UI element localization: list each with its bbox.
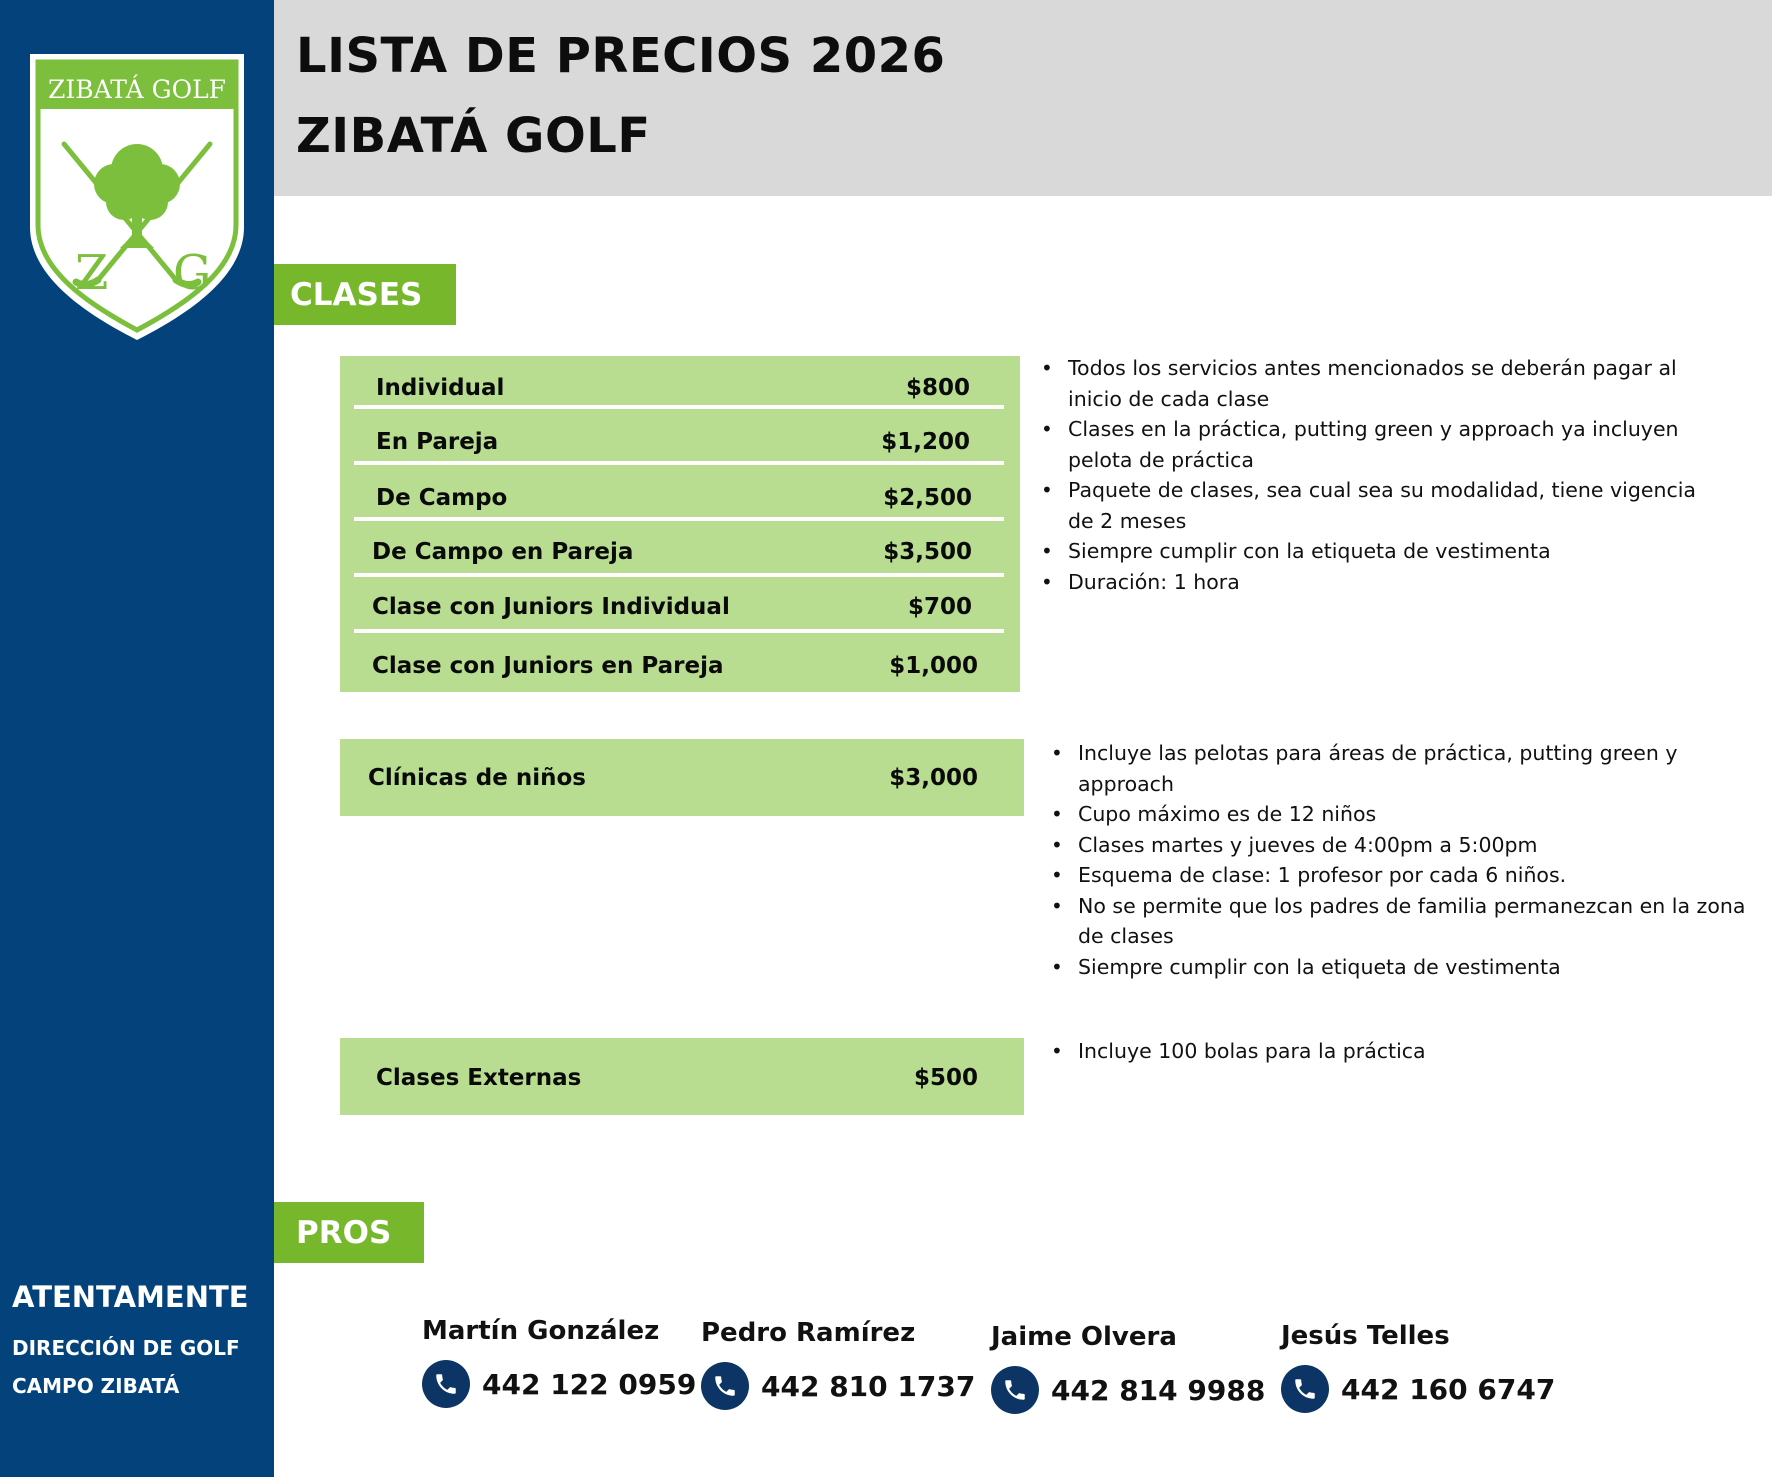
phone-icon [701, 1362, 749, 1410]
pro-phone-row[interactable] [991, 1366, 1265, 1414]
price-row-value: $3,000 [889, 764, 978, 791]
note-item: • Incluye 100 bolas para la práctica [1046, 1036, 1746, 1067]
clases-price-table [340, 356, 1020, 692]
clinicas-notes-list [1046, 738, 1746, 982]
logo-letter-g: G [173, 245, 212, 301]
logo-letter-z: Z [75, 245, 109, 301]
price-row-name: Individual [376, 375, 505, 401]
signature-line: CAMPO ZIBATÁ [12, 1374, 180, 1398]
pro-contact [422, 1316, 696, 1408]
clinicas-price-box [340, 739, 1024, 816]
phone-icon [422, 1360, 470, 1408]
signature-line: DIRECCIÓN DE GOLF [12, 1336, 240, 1360]
phone-number: 442 160 6747 [1341, 1372, 1556, 1406]
page-title: LISTA DE PRECIOS 2026 [296, 28, 946, 84]
price-row [340, 739, 1024, 816]
row-divider [354, 629, 1004, 633]
clases-notes-list [1036, 353, 1726, 597]
price-row [340, 418, 1020, 466]
phone-number: 442 810 1737 [761, 1369, 976, 1403]
price-row-name: En Pareja [376, 429, 499, 455]
price-row [340, 474, 1020, 522]
externas-notes-list [1046, 1036, 1746, 1067]
phone-icon [1281, 1365, 1329, 1413]
section-tag-clases: CLASES [274, 264, 456, 325]
price-row-name: Clases Externas [376, 1064, 582, 1091]
pro-name: Pedro Ramírez [701, 1318, 916, 1348]
pro-phone-row[interactable] [701, 1362, 975, 1410]
price-row [340, 1040, 1024, 1115]
pro-contact [991, 1322, 1265, 1414]
price-row [340, 528, 1020, 576]
externas-price-box [340, 1038, 1024, 1115]
note-item: • Incluye las pelotas para áreas de práctica, putting green y approach [1046, 738, 1746, 799]
note-item: • Todos los servicios antes mencionados se deberán pagar al inicio de cada clase [1036, 353, 1726, 414]
pro-name: Jaime Olvera [991, 1322, 1177, 1352]
note-item: • Paquete de clases, sea cual sea su modalidad, tiene vigencia de 2 meses [1036, 475, 1726, 536]
phone-number: 442 814 9988 [1051, 1373, 1266, 1407]
pro-phone-row[interactable] [1281, 1365, 1555, 1413]
price-row-value: $1,000 [889, 653, 978, 679]
price-row-name: Clase con Juniors en Pareja [372, 653, 724, 679]
phone-icon [991, 1366, 1039, 1414]
price-row [340, 641, 1020, 691]
page-subtitle: ZIBATÁ GOLF [296, 108, 651, 164]
note-item: • Siempre cumplir con la etiqueta de vestimenta [1036, 536, 1726, 567]
price-row-value: $800 [905, 375, 970, 401]
note-item: • Clases en la práctica, putting green y approach ya incluyen pelota de práctica [1036, 414, 1726, 475]
logo-text: ZIBATÁ GOLF [47, 75, 227, 104]
note-item: • Clases martes y jueves de 4:00pm a 5:00pm [1046, 830, 1746, 861]
phone-number: 442 122 0959 [482, 1367, 697, 1401]
price-row-name: Clase con Juniors Individual [372, 594, 730, 620]
pro-contact [701, 1318, 975, 1410]
price-row-value: $3,500 [883, 539, 972, 565]
note-item: • Duración: 1 hora [1036, 567, 1726, 598]
row-divider [354, 405, 1004, 409]
zibata-golf-logo [28, 52, 246, 342]
pro-contact [1281, 1321, 1555, 1413]
row-divider [354, 573, 1004, 577]
price-row-value: $1,200 [881, 429, 970, 455]
price-row-name: De Campo [376, 485, 508, 511]
row-divider [354, 517, 1004, 521]
note-item: • Cupo máximo es de 12 niños [1046, 799, 1746, 830]
pro-name: Martín González [422, 1316, 660, 1346]
price-row [340, 583, 1020, 631]
price-row-name: Clínicas de niños [368, 764, 586, 791]
note-item: • No se permite que los padres de familia permanezcan en la zona de clases [1046, 891, 1746, 952]
price-row-name: De Campo en Pareja [372, 539, 634, 565]
section-tag-pros: PROS [274, 1202, 424, 1263]
note-item: • Siempre cumplir con la etiqueta de vestimenta [1046, 952, 1746, 983]
price-row-value: $700 [907, 594, 972, 620]
pro-name: Jesús Telles [1281, 1321, 1450, 1351]
pro-phone-row[interactable] [422, 1360, 696, 1408]
price-row-value: $2,500 [883, 485, 972, 511]
signature-heading: ATENTAMENTE [12, 1280, 249, 1314]
price-row-value: $500 [913, 1064, 978, 1091]
note-item: • Esquema de clase: 1 profesor por cada 6 niños. [1046, 860, 1746, 891]
row-divider [354, 461, 1004, 465]
